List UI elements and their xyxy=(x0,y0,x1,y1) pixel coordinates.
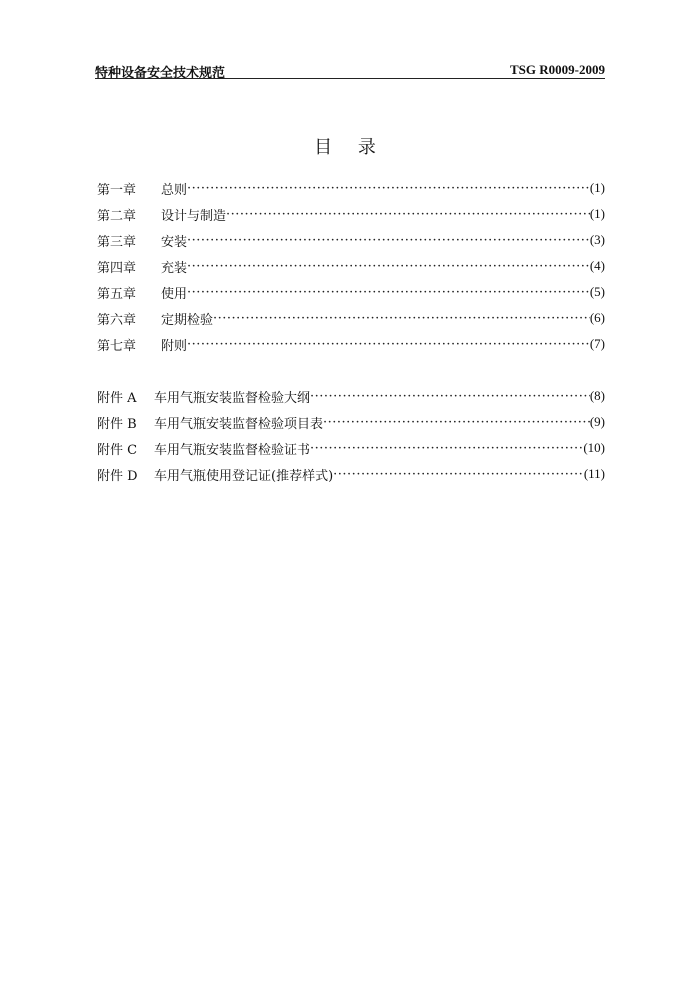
toc-row[interactable] xyxy=(97,305,605,331)
toc-title: 车用气瓶安装监督检验项目表 xyxy=(154,416,324,432)
toc-number: 第二章 xyxy=(97,208,137,224)
toc-row[interactable] xyxy=(97,331,605,357)
toc-leader xyxy=(187,285,590,300)
toc-number: 第五章 xyxy=(97,286,137,302)
toc-number: 第一章 xyxy=(97,182,137,198)
toc-page: (5) xyxy=(589,284,605,299)
toc-leader xyxy=(310,389,590,404)
toc-page: (7) xyxy=(589,336,605,351)
toc-number: 附件 A xyxy=(97,390,137,406)
toc-leader xyxy=(323,415,590,430)
toc-title: 设计与制造 xyxy=(161,208,227,224)
toc-number: 第三章 xyxy=(97,234,137,250)
header-document-code: TSG R0009-2009 xyxy=(510,62,605,77)
toc-row[interactable] xyxy=(97,409,605,435)
toc-page: (8) xyxy=(589,388,605,403)
header-rule xyxy=(95,78,605,79)
toc-page: (9) xyxy=(589,414,605,429)
toc-number: 附件 C xyxy=(97,442,138,458)
toc-page: (10) xyxy=(583,440,605,455)
toc-row[interactable] xyxy=(97,435,605,461)
toc-leader xyxy=(187,233,590,248)
toc-number: 第四章 xyxy=(97,260,137,276)
toc-page: (1) xyxy=(589,206,605,221)
toc-row[interactable] xyxy=(97,383,605,409)
toc-title: 使用 xyxy=(161,286,188,302)
page-header xyxy=(95,62,605,81)
toc-page: (4) xyxy=(589,258,605,273)
toc-title: 车用气瓶使用登记证(推荐样式) xyxy=(154,468,334,484)
toc-page: (6) xyxy=(589,310,605,325)
toc-row[interactable] xyxy=(97,201,605,227)
toc-title: 充装 xyxy=(161,260,188,276)
toc-leader xyxy=(226,207,590,222)
toc-appendices xyxy=(97,383,605,487)
page-title: 目 录 xyxy=(314,137,386,158)
toc-leader xyxy=(333,467,584,482)
toc-page: (11) xyxy=(583,466,605,481)
toc-row[interactable] xyxy=(97,461,605,487)
toc-title: 车用气瓶安装监督检验证书 xyxy=(154,442,311,458)
toc-leader xyxy=(213,311,590,326)
toc-row[interactable] xyxy=(97,279,605,305)
toc-leader xyxy=(187,337,590,352)
toc-row[interactable] xyxy=(97,175,605,201)
toc-leader xyxy=(187,181,590,196)
toc-page: (3) xyxy=(589,232,605,247)
toc-row[interactable] xyxy=(97,227,605,253)
toc-number: 附件 D xyxy=(97,468,138,484)
header-document-series: 特种设备安全技术规范 xyxy=(95,66,226,81)
toc-leader xyxy=(187,259,590,274)
toc-leader xyxy=(310,441,583,456)
toc-number: 附件 B xyxy=(97,416,137,432)
toc-chapters xyxy=(97,175,605,357)
toc-number: 第七章 xyxy=(97,338,137,354)
toc-title: 附则 xyxy=(161,338,188,354)
toc-title: 定期检验 xyxy=(161,312,214,328)
toc-title: 总则 xyxy=(161,182,188,198)
toc-row[interactable] xyxy=(97,253,605,279)
toc-page: (1) xyxy=(589,180,605,195)
toc-title: 车用气瓶安装监督检验大纲 xyxy=(154,390,311,406)
toc-title: 安装 xyxy=(161,234,188,250)
toc-number: 第六章 xyxy=(97,312,137,328)
